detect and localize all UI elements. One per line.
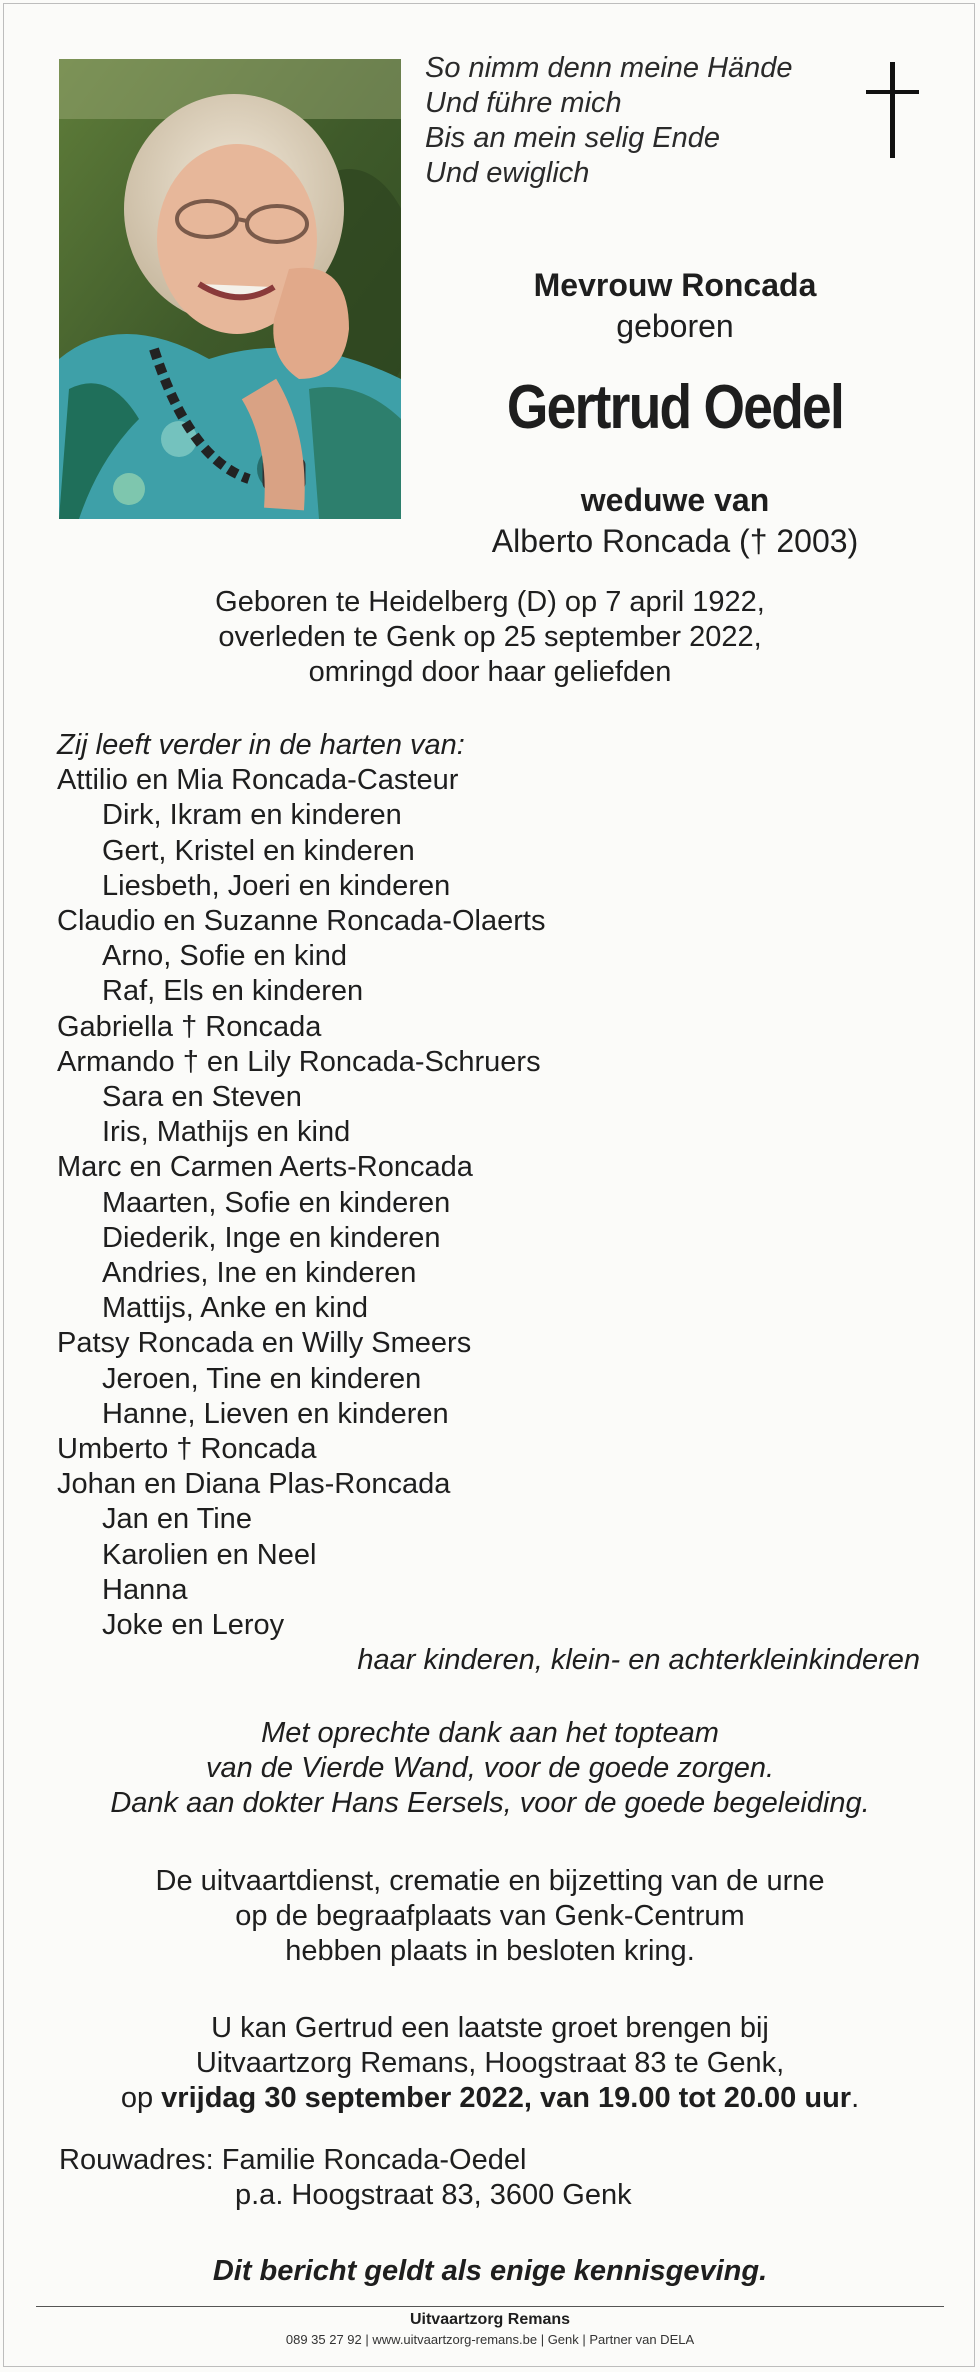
thanks-line: Dank aan dokter Hans Eersels, voor de goede begeleiding. (110, 1787, 870, 1819)
survivors-intro: Zij leeft verder in de harten van: (57, 729, 465, 761)
survivor-grandchild: Dirk, Ikram en kinderen (102, 799, 402, 832)
survivor-family: Gabriella † Roncada (57, 1010, 322, 1043)
survivor-family: Claudio en Suzanne Roncada-Olaerts (57, 905, 546, 938)
funeral-home-contact: 089 35 27 92 | www.uitvaartzorg-remans.be | Genk | Partner van DELA (285, 2332, 695, 2347)
poem-line: Und ewiglich (425, 157, 590, 189)
survivor-grandchild: Hanne, Lieven en kinderen (102, 1397, 449, 1430)
mourning-address (59, 2143, 632, 2213)
poem-line: Und führe mich (425, 87, 622, 119)
footer-divider (36, 2306, 944, 2307)
birth-death-info (0, 585, 980, 690)
survivor-grandchild: Sara en Steven (102, 1081, 302, 1114)
survivor-family: Marc en Carmen Aerts-Roncada (57, 1151, 473, 1184)
survivor-grandchild: Liesbeth, Joeri en kinderen (102, 869, 451, 902)
spouse-name: Alberto Roncada († 2003) (491, 523, 859, 559)
poem (425, 51, 855, 191)
survivor-family: Patsy Roncada en Willy Smeers (57, 1327, 472, 1360)
widow-of-label: weduwe van (580, 482, 770, 518)
birth-line: Geboren te Heidelberg (D) op 7 april 1922, (215, 586, 765, 618)
funeral-home-name: Uitvaartzorg Remans (409, 2311, 571, 2328)
poem-line: Bis an mein selig Ende (425, 122, 720, 154)
survivor-lines (57, 763, 937, 1643)
thanks-message (0, 1716, 980, 1821)
address-line: p.a. Hoogstraat 83, 3600 Genk (235, 2179, 632, 2211)
survivor-grandchild: Diederik, Inge en kinderen (102, 1221, 441, 1254)
service-line: hebben plaats in besloten kring. (285, 1935, 695, 1967)
portrait-photo-image (59, 59, 401, 519)
visit-line-date (0, 2081, 980, 2116)
survivor-grandchild: Iris, Mathijs en kind (102, 1116, 351, 1149)
visitation-info (0, 2011, 980, 2116)
visit-line: Uitvaartzorg Remans, Hoogstraat 83 te Genk, (195, 2047, 785, 2079)
survivor-family: Umberto † Roncada (57, 1433, 317, 1466)
visit-line: U kan Gertrud een laatste groet brengen bij (211, 2012, 769, 2044)
service-line: De uitvaartdienst, crematie en bijzetting van de urne (155, 1865, 825, 1897)
survivors-closing: haar kinderen, klein- en achterkleinkinderen (357, 1644, 920, 1677)
survivor-grandchild: Joke en Leroy (102, 1609, 285, 1642)
visit-prefix: op (120, 2082, 162, 2114)
survivor-grandchild: Andries, Ine en kinderen (102, 1257, 417, 1290)
visit-suffix: . (851, 2082, 860, 2114)
surrounded-line: omringd door haar geliefden (308, 656, 672, 688)
survivor-grandchild: Mattijs, Anke en kind (102, 1292, 368, 1325)
survivor-grandchild: Jan en Tine (102, 1503, 252, 1536)
survivor-grandchild: Gert, Kristel en kinderen (102, 834, 415, 867)
survivor-grandchild: Karolien en Neel (102, 1538, 317, 1571)
cross-icon (862, 60, 922, 160)
survivor-family: Armando † en Lily Roncada-Schruers (57, 1045, 541, 1078)
title-mevrouw: Mevrouw Roncada (533, 267, 817, 303)
thanks-line: Met oprechte dank aan het topteam (261, 1717, 719, 1749)
thanks-line: van de Vierde Wand, voor de goede zorgen. (205, 1752, 775, 1784)
survivor-family: Johan en Diana Plas-Roncada (57, 1468, 451, 1501)
address-line: Rouwadres: Familie Roncada-Oedel (59, 2144, 527, 2176)
survivors-list (57, 728, 937, 1678)
service-info (0, 1864, 980, 1969)
notice-text: Dit bericht geldt als enige kennisgeving. (212, 2255, 768, 2287)
survivor-grandchild: Arno, Sofie en kind (102, 940, 348, 973)
portrait-photo (59, 59, 401, 519)
survivor-grandchild: Jeroen, Tine en kinderen (102, 1362, 422, 1395)
survivor-family: Attilio en Mia Roncada-Casteur (57, 764, 459, 797)
deceased-name: Gertrud Oedel (506, 373, 844, 442)
survivor-grandchild: Hanna (102, 1573, 188, 1606)
survivor-grandchild: Maarten, Sofie en kinderen (102, 1186, 451, 1219)
poem-line: So nimm denn meine Hände (425, 52, 793, 84)
title-geboren: geboren (616, 308, 734, 344)
survivor-grandchild: Raf, Els en kinderen (102, 975, 364, 1008)
visit-date-time: vrijdag 30 september 2022, van 19.00 tot 20.00 uur (161, 2082, 852, 2114)
service-line: op de begraafplaats van Genk-Centrum (235, 1900, 745, 1932)
death-line: overleden te Genk op 25 september 2022, (218, 621, 762, 653)
